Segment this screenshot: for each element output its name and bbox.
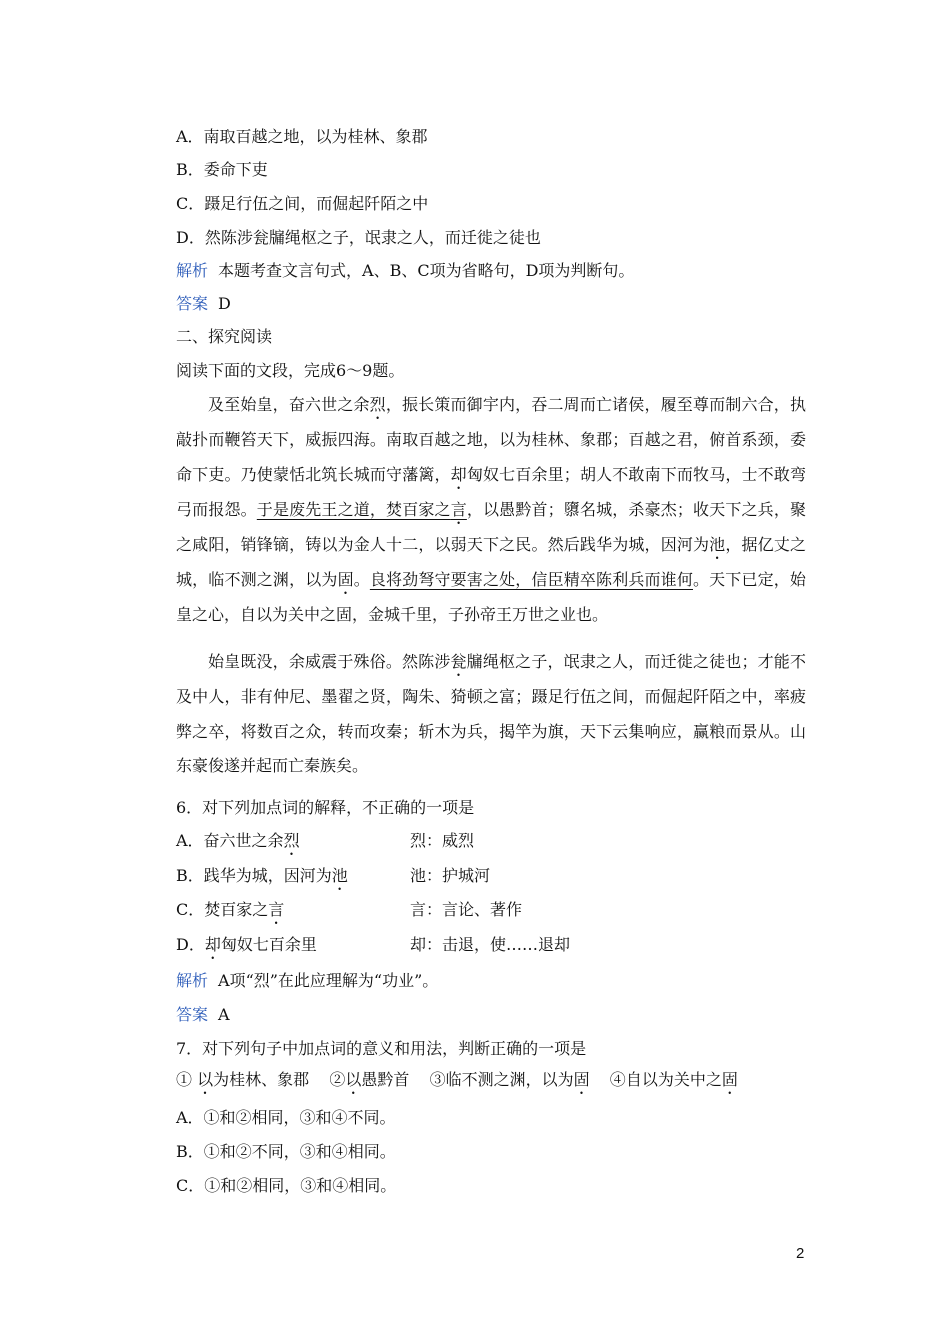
dotted-word: 言 [268,900,285,919]
q5-answer [176,293,231,315]
q6-option-d: D．却匈奴七百余里 却：击退，使……退却 [176,935,571,954]
passage-paragraph-2: 始皇既没，余威震于殊俗。然陈涉瓮牖绳枢之子，氓隶之人，而迁徙之徒也；才能不及中人，非有仲尼、墨翟之贤，陶朱、猗顿之富；蹑足行伍之间，而倔起阡陌之中，率疲弊之卒，将数百之众，转而攻秦；斩木为兵，揭竿为旗，天下云集响应，赢粮而景从。山东豪俊遂并起而亡秦族矣。 [176,652,806,775]
q7-option-a: A．①和②相同，③和④不同。 [176,1108,396,1127]
q7-item-2: ②以愚黔首 [329,1070,410,1089]
analysis-text: 本题考查文言句式，A、B、C项为省略句，D项为判断句。 [218,261,635,280]
q7-stem: 7．对下列句子中加点词的意义和用法，判断正确的一项是 [176,1039,587,1058]
answer-label: 答案 [176,294,209,313]
q6-option-a: A．奋六世之余烈 烈：威烈 [176,831,475,850]
analysis-label: 解析 [176,261,209,280]
passage-paragraph-1: 及至始皇，奋六世之余烈，振长策而御宇内，吞二周而亡诸侯，履至尊而制六合，执敲扑而鞭笞天下，威振四海。南取百越之地，以为桂林、象郡；百越之君，俯首系颈，委命下吏。乃使蒙恬北筑长城而守藩篱，却匈奴七百余里；胡人不敢南下而牧马，士不敢弯弓而报怨。于是废先王之道，焚百家之言，以愚黔首；隳名城，杀豪杰；收天下之兵，聚之咸阳，销锋镝，铸以为金人十二，以弱天下之民。然后践华为城，因河为池，据亿丈之城，临不测之渊，以为固。良将劲弩守要害之处，信臣精卒陈利兵而谁何。天下已定，始皇之心，自以为关中之固，金城千里，子孙帝王万世之业也。 [176,395,806,624]
q6-option-c: C．焚百家之言 言：言论、著作 [176,900,523,919]
section-heading: 二、探究阅读 [176,327,273,346]
gloss: 言：言论、著作 [410,900,523,919]
answer-label: 答案 [176,1005,209,1024]
dotted-word: 言 [450,499,467,519]
dotted-word: 烈 [283,831,300,850]
gloss: 却：击退，使……退却 [410,935,571,954]
dotted-word: 池 [709,534,726,554]
dotted-word: 池 [331,866,348,885]
dotted-word: 却 [204,935,221,954]
q5-option-a: A．南取百越之地，以为桂林、象郡 [176,127,428,146]
dotted-word: 固 [721,1070,738,1089]
q7-item-4: ④自以为关中之固 [609,1070,738,1089]
section-instruction: 阅读下面的文段，完成6～9题。 [176,361,405,380]
dotted-word: 却 [450,464,467,484]
q5-analysis [176,260,634,282]
q7-items [176,1069,738,1098]
underlined-sentence-2: 良将劲弩守要害之处，信臣精卒陈利兵而谁何 [369,569,693,589]
analysis-label: 解析 [176,971,209,990]
gloss: 烈：威烈 [410,831,475,850]
dotted-word: 以 [345,1070,362,1089]
dotted-word: 瓮 [450,652,467,671]
q7-option-b: B．①和②不同，③和④相同。 [176,1142,396,1161]
q6-option-b: B．践华为城，因河为池 池：护城河 [176,866,491,885]
dotted-word: 以 [197,1070,214,1089]
q6-analysis [176,970,438,992]
dotted-word: 固 [337,569,354,589]
q5-option-b: B．委命下吏 [176,160,268,179]
dotted-word: 固 [573,1070,590,1089]
q7-option-c: C．①和②相同，③和④相同。 [176,1176,397,1195]
page-number: 2 [796,1245,805,1262]
q7-item-1: ① 以为桂林、象郡 [176,1070,310,1089]
q7-item-3: ③临不测之渊，以为固 [429,1070,590,1089]
underlined-sentence-1: 于是废先王之道，焚百家之言 [256,499,467,519]
dotted-word: 烈 [369,395,386,414]
q6-answer [176,1004,230,1026]
q6-stem: 6．对下列加点词的解释，不正确的一项是 [176,798,475,817]
gloss: 池：护城河 [410,866,491,885]
analysis-text: A项“烈”在此应理解为“功业”。 [218,971,439,990]
answer-text: D [218,294,231,313]
q5-option-c: C．蹑足行伍之间，而倔起阡陌之中 [176,194,429,213]
answer-text: A [218,1005,230,1024]
q5-option-d: D．然陈涉瓮牖绳枢之子，氓隶之人，而迁徙之徒也 [176,228,541,247]
